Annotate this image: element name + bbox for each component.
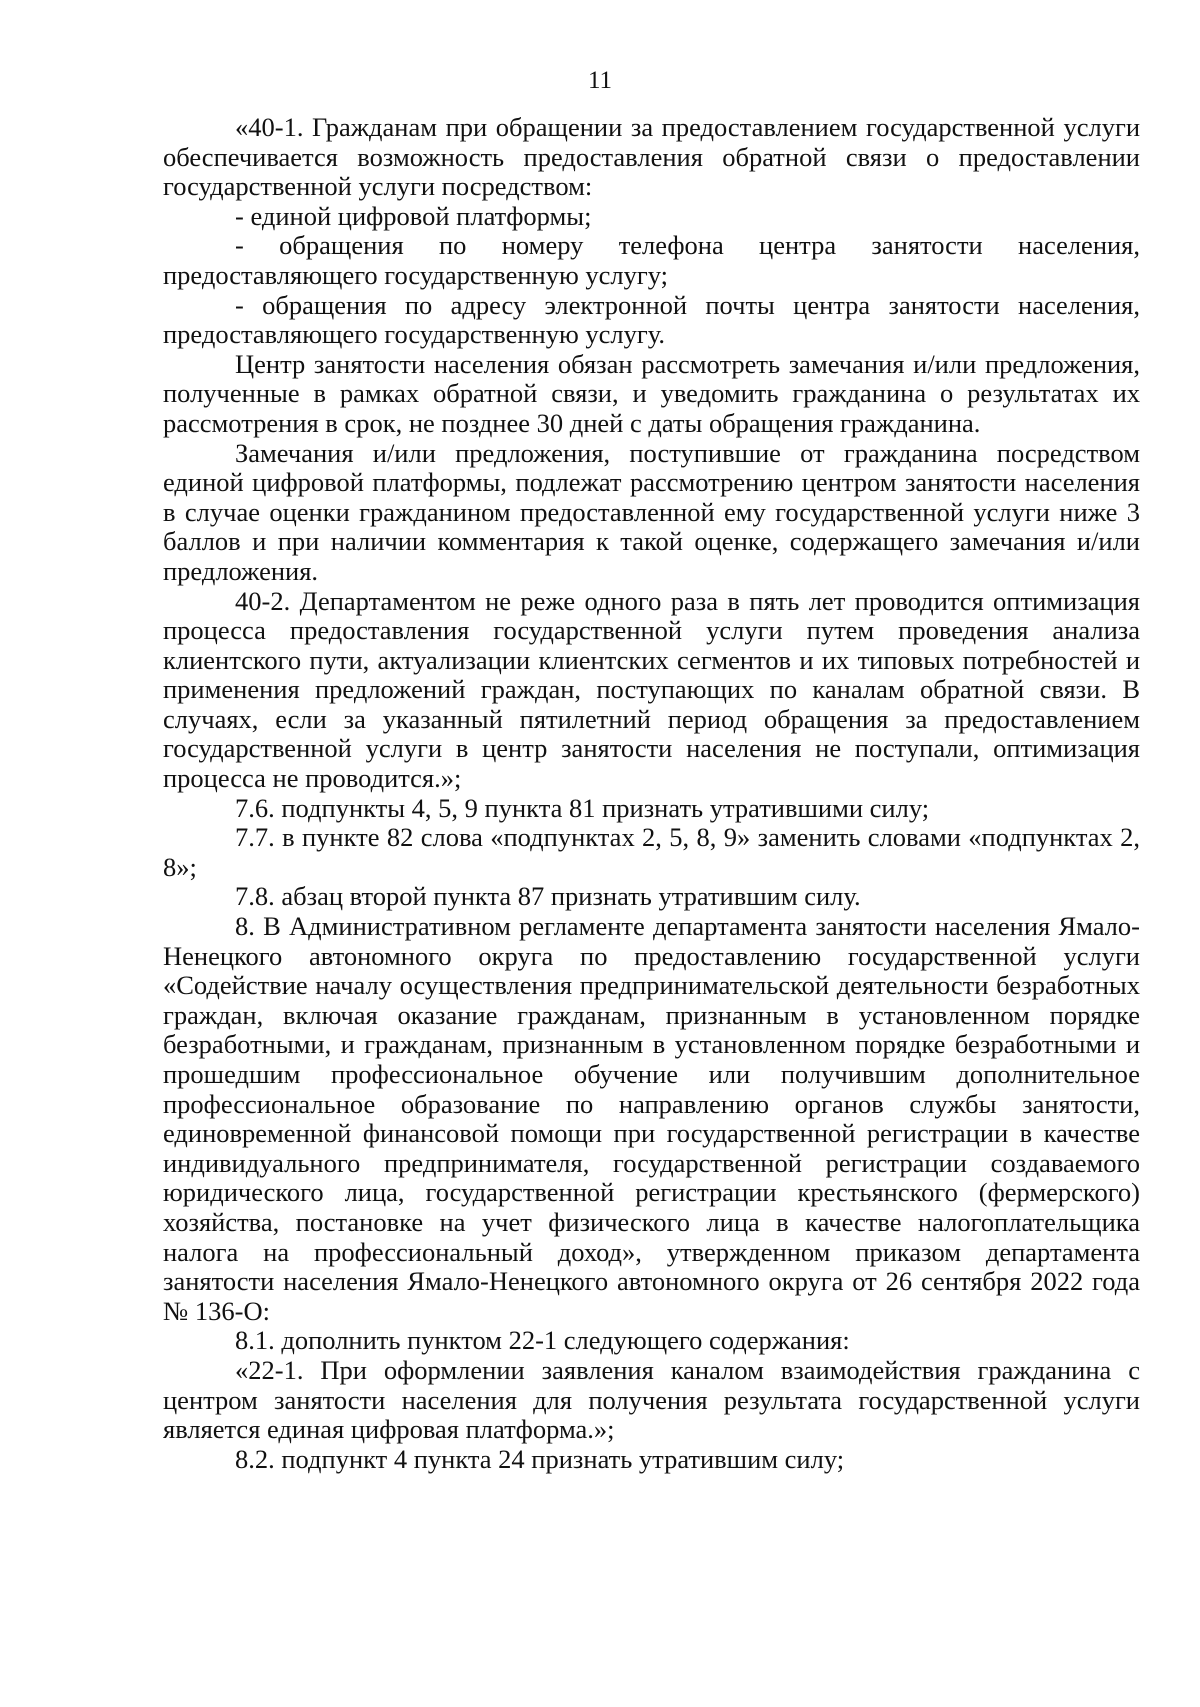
paragraph-8: 8. В Административном регламенте департамента занятости населения Ямало-Ненецкого автономного округа по предоставлению государственной услуги «Содействие началу осуществления предпринимательской деятельности безработных граждан, включая оказание гражданам, признанным в установленном порядке безработными, и гражданам, признанным в установленном порядке безработными и прошедшим профессиональное обучение или получившим дополнительное профессиональное образование по направлению органов службы занятости, единовременной финансовой помощи при государственной регистрации в качестве индивидуального предпринимателя, государственной регистрации создаваемого юридического лица, государственной регистрации крестьянского (фермерского) хозяйства, постановке на учет физического лица в качестве налогоплательщика налога на профессиональный доход», утвержденном приказом департамента занятости населения Ямало-Ненецкого автономного округа от 26 сентября 2022 года № 136-О:: [163, 911, 1140, 1326]
paragraph-40-2: 40-2. Департаментом не реже одного раза в пять лет проводится оптимизация процесса предоставления государственной услуги путем проведения анализа клиентского пути, актуализации клиентских сегментов и их типовых потребностей и применения предложений граждан, поступающих по каналам обратной связи. В случаях, если за указанный пятилетний период обращения за предоставлением государственной услуги в центр занятости населения не поступали, оптимизация процесса не проводится.»;: [163, 585, 1140, 794]
paragraph-remarks: Замечания и/или предложения, поступившие от гражданина посредством единой цифровой платформы, подлежат рассмотрению центром занятости населения в случае оценки гражданином предоставленной ему государственной услуги ниже 3 баллов и при наличии комментария к такой оценке, содержащего замечания и/или предложения.: [163, 437, 1140, 586]
paragraph-22-1: «22-1. При оформлении заявления каналом взаимодействия гражданина с центром занятости населения для получения результата государственной услуги является единая цифровая платформа.»;: [163, 1354, 1140, 1445]
page-number: 11: [587, 67, 613, 94]
document-body: [163, 113, 1140, 1474]
paragraph-8-2: 8.2. подпункт 4 пункта 24 признать утратившим силу;: [235, 1443, 845, 1474]
list-item-phone: - обращения по номеру телефона центра занятости населения, предоставляющего государственную услугу;: [163, 230, 1140, 290]
list-item-email: - обращения по адресу электронной почты центра занятости населения, предоставляющего государственную услугу.: [163, 289, 1140, 350]
paragraph-40-1: «40-1. Гражданам при обращении за предоставлением государственной услуги обеспечивается возможность предоставления обратной связи о предоставлении государственной услуги посредством:: [163, 112, 1140, 202]
list-item-digital-platform: - единой цифровой платформы;: [235, 200, 592, 231]
paragraph-7-8: 7.8. абзац второй пункта 87 признать утратившим силу.: [235, 881, 861, 912]
paragraph-review-obligation: Центр занятости населения обязан рассмотреть замечания и/или предложения, полученные в рамках обратной связи, и уведомить гражданина о результатах их рассмотрения в срок, не позднее 30 дней с даты обращения гражданина.: [163, 348, 1140, 438]
paragraph-7-6: 7.6. подпункты 4, 5, 9 пункта 81 признать утратившими силу;: [235, 792, 930, 823]
paragraph-8-1: 8.1. дополнить пунктом 22-1 следующего содержания:: [235, 1325, 850, 1356]
paragraph-7-7: 7.7. в пункте 82 слова «подпунктах 2, 5, 8, 9» заменить словами «подпунктах 2, 8»;: [163, 822, 1140, 882]
